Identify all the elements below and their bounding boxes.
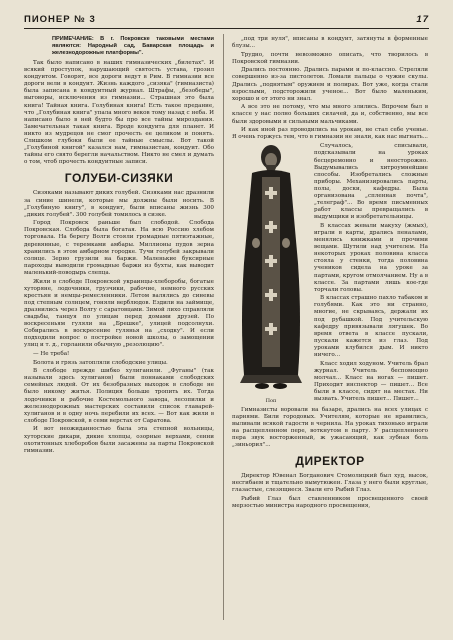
column-divider — [223, 34, 224, 620]
paragraph: И вот неожиданностью была эта степной вольницы, хуторские дикари, дикие хлопцы, озорные верхами, сенни охотитонных хлеборобов были засажены за парты Покровской гимназии. — [24, 426, 214, 454]
paragraph: Рыбий Глаз был ставленником просвещенного своей мерзостью министра народного просвещения, — [232, 496, 428, 510]
paragraph: Класс ходил ходуном. Учитель брал журнал. Учитель беспомощно молчал... Класс на ногах — пишет. Приходит инспектор — пишет... Все были в классе, сидят на местах. Ни вызвать. Учитель пишет... Пишет... — [314, 360, 428, 403]
priest-drawing — [232, 143, 310, 393]
section-heading-director: ДИРЕКТОР — [295, 454, 365, 469]
priest-illustration — [232, 143, 310, 405]
paragraph: Директор Ювенал Богданович Стомолицкий был худ, высок, несгибаем и тщательно вымутюжен. Глаза у него были круглые, глазастые, слезящиеся. Звали его Рыбий Глаз. — [232, 473, 428, 494]
figure-side-text — [314, 143, 428, 404]
paragraph: Случалось, списывали, подсказывали на уроках бесцеремонно и неосторожно. Выдумывались хитроумнейшие способы. Изобретались сложные приборы. Механизировались парты, полы, доски, кафедры. Была организована „спленная почта", „телеграф"... Во время письменных работ классы превращались в выдумщики и изобретательницы. — [314, 143, 428, 221]
left-bottom-text — [24, 190, 214, 454]
figure-caption: Поп — [265, 398, 277, 405]
paragraph: Трудно, почти невозможно описать, что творилось в Покровской гимназии. — [232, 51, 428, 65]
left-column — [24, 36, 214, 456]
paragraph: Болота и грязь затопляли слободские улицы. — [33, 359, 168, 366]
right-column — [232, 36, 428, 512]
running-head — [24, 14, 429, 28]
footnote: ПРИМЕЧАНИЕ: В г. Покровске таковыми местами являются: Народный сад, Баварская площадь и железнодорожные платформы". — [52, 36, 214, 56]
paragraph: „под три нуля", вписаны в кондуит, затянуты в форменные блузы... — [232, 36, 428, 50]
paragraph: Город Покровск раньше был слободой. Слобода Покровская. Слобода была богатая. На всю Россию хлебом торговала. На берегу Волги стояли громадные пятиэтажные, деревянные, с теремками амбары. Миллионы пудов зерна хранились в этом амбарном городке. Тучи голубей закрывали солнце. Зерно грузили на баржи. Маленькие буксирные пароходы выводили громадные баржи из бухты, как выводит маленький-поводырь слепца. — [24, 220, 214, 276]
paragraph: Сизяками называют диких голубей. Сизяками нас дразнили за синие шинели, которые мы должны были носить. В „Голубиную книгу", в кондуит, были вписаны жизнь 300 „диких голубей". 300 голубей томилось в сизке. — [24, 190, 214, 218]
paragraph: И как иной раз проводились на урокам, не стал себе ученье. Я очень горжусь тем, что в гимназии не знали, как нас выгнать... — [232, 127, 428, 141]
section-heading: ГОЛУБИ-СИЗЯКИ — [64, 171, 174, 186]
header-rule — [24, 28, 429, 29]
left-top-text — [24, 60, 214, 166]
paragraph: В классах страшно пахло табаком и голубями. Как это ни странно, многие, не скрываясь, держали их под рубашкой. Под учительскую кафедру привязывали лягушек. Во время ответа в классе пускали, пускали кажется из глаз. Под уроками клубился дым. И никто ничего... — [314, 295, 428, 359]
figure-row — [232, 143, 428, 404]
magazine-title: ПИОНЕР № 3 — [24, 14, 96, 25]
paragraph: Гимназисты воровали на базаре, дрались на всех улицах с парнями. Били городовых. Учителям, которые не нравились, выливали всякой гадости в чернила. На уроках тихонько играли на расщепленном пере, воткнутом в парту. У расщепленного пера звук восторженный, ж ужасающий, как зубная боль „зиньорил"... — [232, 406, 428, 449]
paragraph: — Не треба! — [33, 350, 70, 357]
paragraph: В слободе прежде шибко хулиганили. „Фуганы" (так называли здесь хулиганов) были поннаками слободских семейных людей. От их безобразных выходок в слободе не было никому житья. Полиция больше тропить их. Тогда лодочники и рабочие Костемольного завода, лесопилки и железнодорожных мастерских составили список главарей-хулиганов и в одну ночь перебили их всех. — Вот как жили в слободе Покровской, в семи верстах от Саратова. — [24, 368, 214, 424]
paragraph: Так было написано в наших гимназических „билетах". И всякий проступок, нарушающий святость устава, грозил кондуитом. Говорят, все дороги ведут в Рим. В гимназии все дороги вели в кондуит. Жизнь каждого „сизяка" (гимназиста) была записана в кондуитный журнал. Штрафы, „безобеды", выговоры, исключения из гимназии... Страшная это была книга! Тайная книга. Голубиная книга! Есть такое предание, что „Голубиная книга" упала много веков тому назад с неба. И написано было в ней будто бы про все тайны мироздания. Замечательная такая книга. Вроде кондуита для планет. И никто из мудрецов не смог прочесть ее целиком и понять. Слишком глубоки были ее тайные смыслы. Вот такой „Голубиной книгой" казался нам, гимназистам, кондуит. Обо тайны его свято берегли начальством. Никто не смел и думать о том, чтоб прочесть кондуитные записи. — [24, 60, 214, 166]
page-number: 17 — [416, 14, 429, 25]
paragraph: Дрались постоянно. Дрались парами и по-классно. Стреляли совершенно из-за пистолетов. Ломали пальцы о чужие скулы. Дрались „поднятым" оружием и полирах. Вот уже, когда стали взрослыми, подсторожили ученое... Вот было маленьким, хорошо и от этого ни знал. — [232, 67, 428, 102]
paragraph: А все это не потому, что мы много злились. Впрочем был в классе у нас полно больших силачей, да и, собственно, мы все были здоровыми и сильными мальчиками. — [232, 104, 428, 125]
paragraph: В классах жевали макуху (жмых), играли в карты, дрались пеналами, менялись книжками и прочими вещами. Шутили над учителем. На некоторых уроках половина класса стояла у стенки, тогда половина учеников сидела на уроке за партами, кругом отмолчанием. Ну а в классе. За партами лишь кое-где торчали головы. — [314, 222, 428, 293]
paragraph: Жили в слободе Покровской украинцы-хлеборобы, богатые хуторяне, лодочники, грузчики, рабочие, немного русских крестьян и немцы-ремесленники. Летом валялись до синевы под степным солнцем, гоняли верблюдов. Ездили на займище, дразнились через Волгу с саратовцами. Зимой лихо справляли свадьбы, танцуя по улицам перед домами друзей. По воскресеньям гуляли на „Брешке", улицей подсолнухи. Собирались в воскресение гулянья на „сходку". И если подходили вопрос о постройке новой школы, о замощении улиц и т. д., горланили обычную „резолюцию". — [24, 278, 214, 349]
